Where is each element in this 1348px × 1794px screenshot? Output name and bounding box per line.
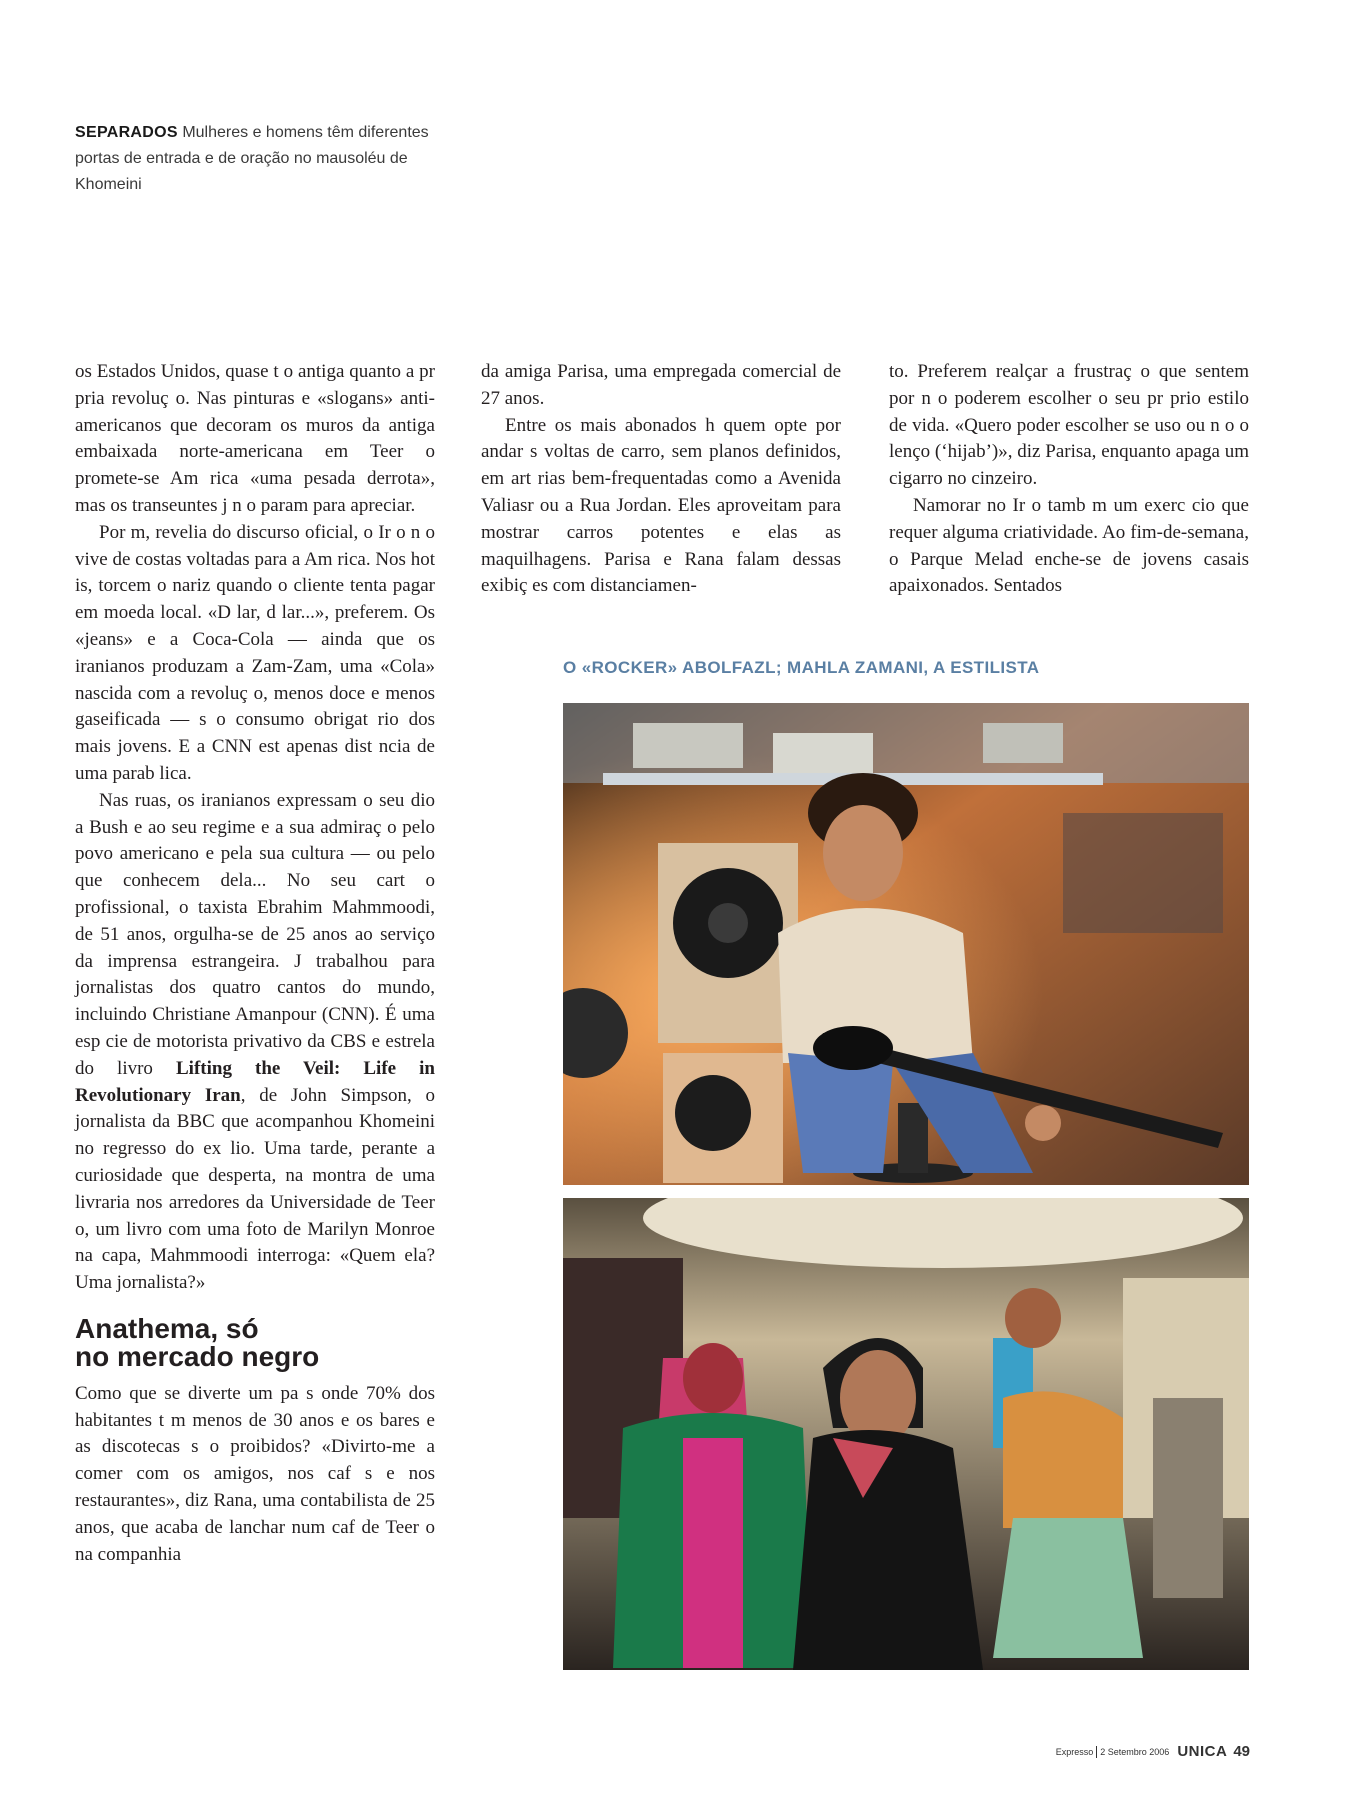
- section-subheading: [75, 1312, 435, 1372]
- paragraph: to. Preferem realçar a frustraç o que sentem por n o poderem escolher o seu pr prio estilo de vida. «Quero poder escolher se uso ou n o o lenço (‘hijab’)», diz Parisa, enquanto apaga um cigarro no cinzeiro.: [889, 361, 1249, 490]
- article-column-3: [889, 359, 1249, 600]
- paragraph: os Estados Unidos, quase t o antiga quanto a pr pria revoluç o. Nas pinturas e «slogans» anti-americanos que decoram os muros da antiga embaixada norte-americana em Teer o promete-se Am rica «uma pesada derrota», mas os transeuntes j n o param para apreciar.: [75, 361, 435, 516]
- footer-publication: Expresso: [1055, 1746, 1094, 1757]
- stylist-photo: [563, 1198, 1249, 1670]
- book-title: Lifting the Veil: Life in Revolutionary Iran: [75, 1057, 435, 1106]
- footer-divider: [1096, 1746, 1097, 1758]
- paragraph: Namorar no Ir o tamb m um exerc cio que requer alguma criatividade. Ao fim-de-semana, o Parque Melad enche-se de jovens casais apaixonados. Sentados: [889, 494, 1249, 597]
- paragraph-text: , de John Simpson, o jornalista da BBC que acompanhou Khomeini no regresso do ex lio. Uma tarde, perante a curiosidade que desperta, na montra de uma livraria nos arredores da Universidade de Teer o, um livro com uma foto de Marilyn Monroe na capa, Mahmmoodi interroga: «Quem ela? Uma jornalista?»: [75, 1084, 435, 1294]
- paragraph: Entre os mais abonados h quem opte por andar s voltas de carro, sem planos definidos, em art rias bem-frequentadas como a Avenida Valiasr ou a Rua Jordan. Eles aproveitam para mostrar carros potentes e elas as maquilhagens. Parisa e Rana falam dessas exibiç es com distanciamen-: [481, 414, 841, 597]
- article-column-2: [481, 359, 841, 600]
- rocker-photo: [563, 703, 1249, 1185]
- caption-text: Mulheres e homens têm diferentes portas de entrada e de oração no mausoléu de Khomeini: [75, 124, 429, 193]
- paragraph: [75, 788, 435, 1297]
- top-photo-caption: [75, 120, 435, 198]
- article-column-1: [75, 359, 435, 1568]
- page-number: 49: [1233, 1743, 1250, 1761]
- paragraph-text: Nas ruas, os iranianos expressam o seu dio a Bush e ao seu regime e a sua admiraç o pelo povo americano e pela sua cultura — ou pelo que conhecem dela... No seu cart o profissional, o taxista Ebrahim Mahmmoodi, de 51 anos, orgulha-se de 25 anos ao serviço da imprensa estrangeira. J trabalhou para jornalistas dos quatro cantos do mundo, incluindo Christiane Amanpour (CNN). É uma esp cie de motorista privativo da CBS e estrela do livro: [75, 789, 435, 1079]
- footer-date: 2 Setembro 2006: [1100, 1746, 1170, 1757]
- subheading-line: Anathema, só: [75, 1312, 259, 1344]
- paragraph: Como que se diverte um pa s onde 70% dos habitantes t m menos de 30 anos e os bares e as discotecas s o proibidos? «Divirto-me a comer com os amigos, nos caf s e nos restaurantes», diz Rana, uma contabilista de 25 anos, que acaba de lanchar num caf de Teer o na companhia: [75, 1382, 435, 1565]
- page-footer: [900, 1743, 1250, 1763]
- footer-brand-logo: UNICA: [1177, 1743, 1228, 1761]
- photo-caption: O «ROCKER» ABOLFAZL; MAHLA ZAMANI, A ESTILISTA: [563, 658, 1040, 677]
- paragraph: Por m, revelia do discurso oficial, o Ir o n o vive de costas voltadas para a Am rica. Nos hot is, torcem o nariz quando o cliente tenta pagar em moeda local. «D lar, d lar...», preferem. Os «jeans» e a Coca-Cola — ainda que os iranianos produzam a Zam-Zam, uma «Cola» nascida com a revoluç o, menos doce e menos gaseificada — s o consumo obrigat rio dos mais jovens. E a CNN est apenas dist ncia de uma parab lica.: [75, 521, 435, 784]
- caption-kicker: SEPARADOS: [75, 124, 178, 141]
- paragraph: da amiga Parisa, uma empregada comercial de 27 anos.: [481, 361, 841, 409]
- subheading-line: no mercado negro: [75, 1340, 320, 1372]
